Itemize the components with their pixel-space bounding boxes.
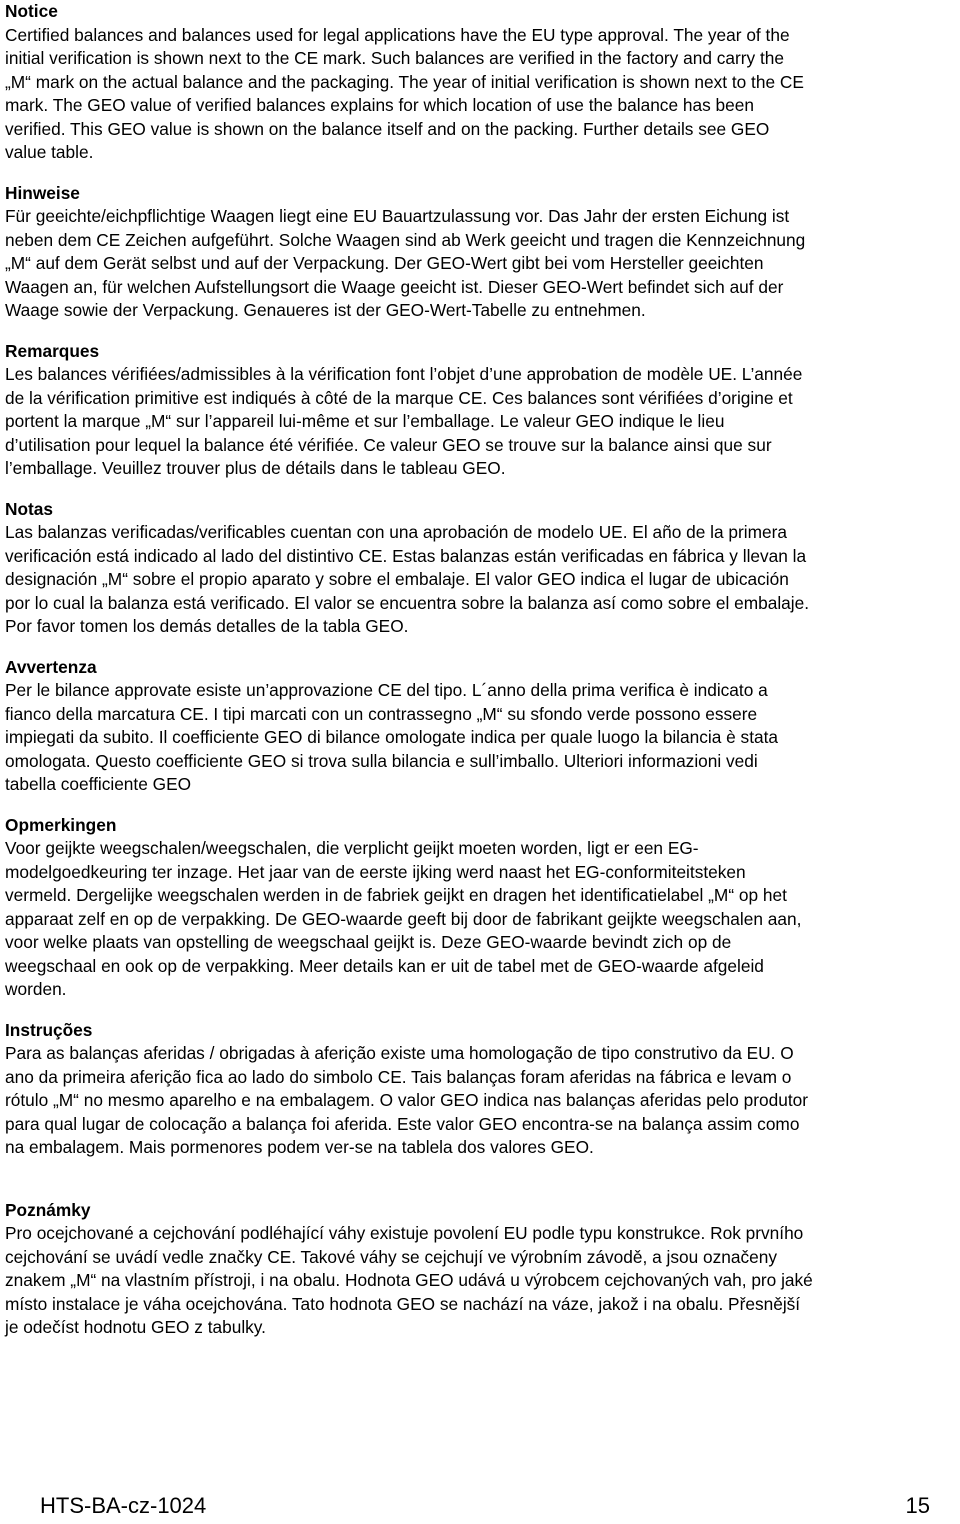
section-paragraph: Für geeichte/eichpflichtige Waagen liegt eine EU Bauartzulassung vor. Das Jahr der ersten Eichung ist neben dem CE Zeichen aufgeführt. Solche Waagen sind ab Werk geeicht und tragen die Kennzeichnung „M“ auf dem Gerät selbst und auf der Verpackung. Der GEO-Wert gibt bei vom Hersteller geeichten Waagen an, für welchen Aufstellungsort die Waage geeicht ist. Dieser GEO-Wert befindet sich auf der Waage sowie der Verpackung. Genaueres ist der GEO-Wert-Tabelle zu entnehmen.	[5, 206, 806, 320]
section-notice	[5, 0, 960, 165]
section-paragraph: Voor geijkte weegschalen/weegschalen, die verplicht geijkt moeten worden, ligt er een EG- modelgoedkeuring ter inzage. Het jaar van de eerste ijking werd naast het EG-conformiteitsteken vermeld. Dergelijke weegschalen werden in de fabriek geijkt en dragen het identificatielabel „M“ op het apparaat zelf en op de verpakking. De GEO-waarde geeft bij door de fabrikant geijkte weegschalen aan, voor welke plaats van opstelling de weegschaal geijkt is. Deze GEO-waarde bevindt zich op de weegschaal en ook op de verpakking. Meer details kan er uit de tabel met de GEO-waarde afgeleid worden.	[5, 838, 802, 999]
section-notas	[5, 498, 960, 639]
section-heading: Opmerkingen	[5, 814, 117, 835]
document-id: HTS-BA-cz-1024	[40, 1493, 207, 1518]
section-paragraph: Per le bilance approvate esiste un’approvazione CE del tipo. L´anno della prima verifica è indicato a fianco della marcatura CE. I tipi marcati con un contrassegno „M“ su sfondo verde possono essere impiegati da subito. Il coefficiente GEO di bilance omologate indica per quale luogo la bilancia è stata omologata. Questo coefficiente GEO si trova sulla bilancia e sull’imballo. Ulteriori informazioni vedi tabella coefficiente GEO	[5, 680, 779, 794]
section-heading: Notas	[5, 498, 54, 519]
section-paragraph: Pro ocejchované a cejchování podléhající váhy existuje povolení EU podle typu konstrukce. Rok prvního cejchování se uvádí vedle značky CE. Takové váhy se cejchují ve výrobním závodě, a jsou označeny znakem „M“ na vlastním přístroji, i na obalu. Hodnota GEO udává u výrobcem cejchovaných vah, pro jaké místo instalace je váha ocejchována. Tato hodnota GEO se nachází na váze, jakož i na obalu. Přesnější je odečíst hodnotu GEO z tabulky.	[5, 1223, 813, 1337]
page-footer	[40, 1492, 930, 1520]
section-paragraph: Les balances vérifiées/admissibles à la vérification font l’objet d’une approbation de modèle UE. L’année de la vérification primitive est indiqués à côté de la marque CE. Ces balances sont vérifiées d’origine et portent la marque „M“ sur l’appareil lui-même et sur l’emballage. Le valeur GEO indique le lieu d’utilisation pour lequel la balance été vérifiée. Ce valeur GEO se trouve sur la balance ainsi que sur l’emballage. Veuillez trouver plus de détails dans le tableau GEO.	[5, 364, 803, 478]
section-avvertenza	[5, 656, 960, 797]
section-heading: Instruções	[5, 1019, 93, 1040]
section-heading: Remarques	[5, 340, 100, 361]
section-remarques	[5, 340, 960, 481]
section-opmerkingen	[5, 814, 960, 1002]
section-heading: Hinweise	[5, 182, 80, 203]
section-poznamky	[5, 1199, 960, 1340]
section-heading: Avvertenza	[5, 656, 97, 677]
section-hinweise	[5, 182, 960, 323]
section-heading: Poznámky	[5, 1199, 91, 1220]
section-paragraph: Para as balanças aferidas / obrigadas à aferição existe uma homologação de tipo construtivo da EU. O ano da primeira aferição fica ao lado do simbolo CE. Tais balanças foram aferidas na fábrica e levam o rótulo „M“ no mesmo aparelho e na embalagem. O valor GEO indica nas balanças aferidas pelo produtor para qual lugar de colocação a balança foi aferida. Este valor GEO encontra-se na balança assim como na embalagem. Mais pormenores podem ver-se na tablela dos valores GEO.	[5, 1043, 809, 1157]
section-instrucoes	[5, 1019, 960, 1160]
document-body	[5, 0, 960, 1340]
section-paragraph: Certified balances and balances used for legal applications have the EU type approval. The year of the initial verification is shown next to the CE mark. Such balances are verified in the factory and carry the „M“ mark on the actual balance and the packaging. The year of initial verification is shown next to the CE mark. The GEO value of verified balances explains for which location of use the balance has been verified. This GEO value is shown on the balance itself and on the packing. Further details see GEO value table.	[5, 24, 804, 162]
section-paragraph: Las balanzas verificadas/verificables cuentan con una aprobación de modelo UE. El año de la primera verificación está indicado al lado del distintivo CE. Estas balanzas están verificadas en fábrica y llevan la designación „M“ sobre el propio aparato y sobre el embalaje. El valor GEO indica el lugar de ubicación por lo cual la balanza está verificado. El valor se encuentra sobre la balanza así como sobre el embalaje. Por favor tomen los demás detalles de la tabla GEO.	[5, 522, 810, 636]
section-heading: Notice	[5, 1, 58, 21]
page-number: 15	[905, 1493, 930, 1518]
